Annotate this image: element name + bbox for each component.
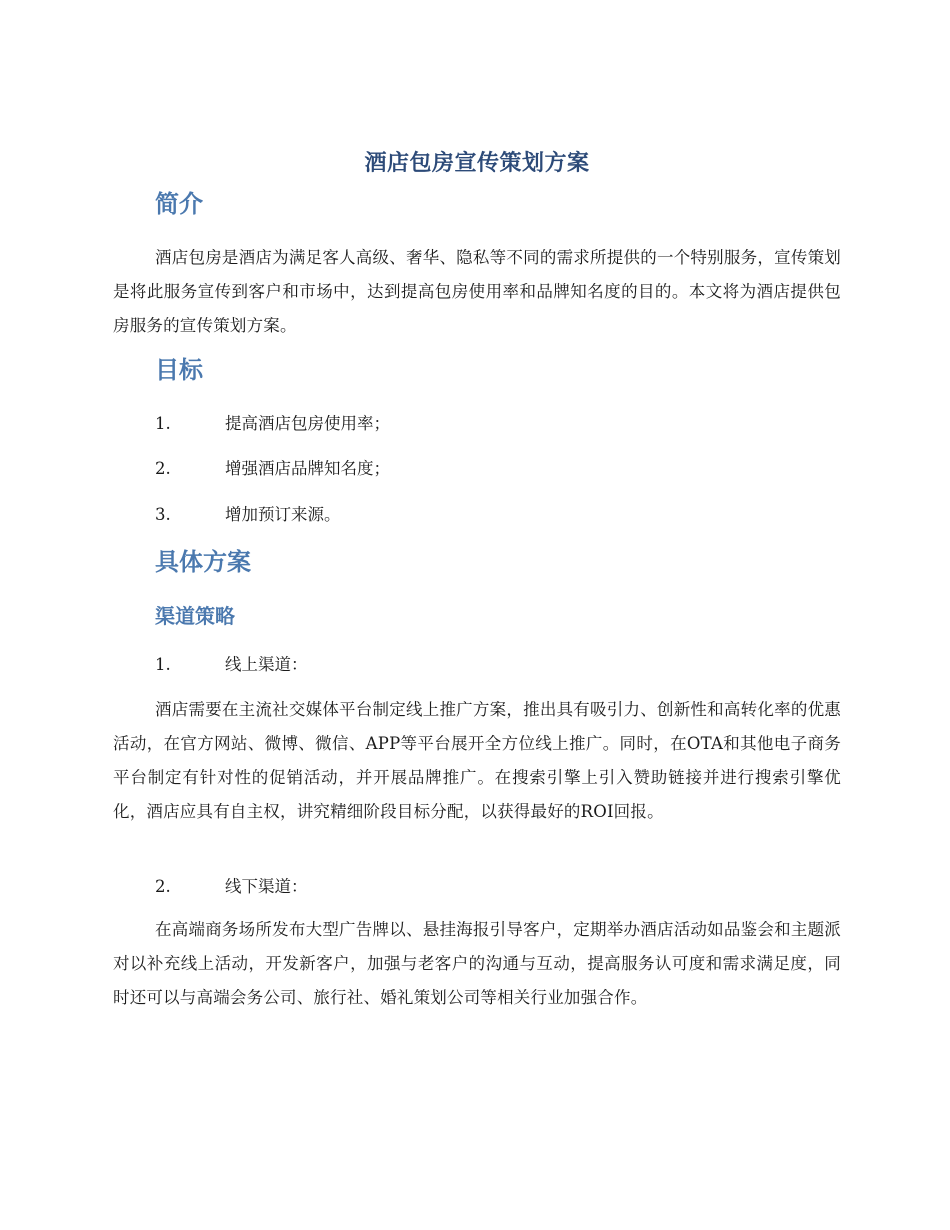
channel-online-item bbox=[155, 653, 308, 677]
goal-item-number: 3. bbox=[155, 505, 171, 524]
goal-item-text: 增强酒店品牌知名度； bbox=[225, 459, 390, 478]
subsection-heading-channel: 渠道策略 bbox=[155, 604, 235, 628]
offline-channel-paragraph: 在高端商务场所发布大型广告牌以、悬挂海报引导客户，定期举办酒店活动如品鉴会和主题派对以补充线上活动，开发新客户，加强与老客户的沟通与互动，提高服务认可度和需求满足度，同时还可以与高端会务公司、旅行社、婚礼策划公司等相关行业加强合作。 bbox=[113, 920, 841, 1007]
channel-item-number: 1. bbox=[155, 655, 171, 674]
channel-item-number: 2. bbox=[155, 877, 171, 896]
intro-paragraph: 酒店包房是酒店为满足客人高级、奢华、隐私等不同的需求所提供的一个特别服务，宣传策划是将此服务宣传到客户和市场中，达到提高包房使用率和品牌知名度的目的。本文将为酒店提供包房服务的宣传策划方案。 bbox=[113, 248, 841, 335]
goal-item-text: 增加预订来源。 bbox=[225, 505, 341, 524]
goal-list-item bbox=[155, 412, 390, 436]
channel-offline-item bbox=[155, 875, 308, 899]
goal-item-number: 2. bbox=[155, 459, 171, 478]
online-channel-paragraph: 酒店需要在主流社交媒体平台制定线上推广方案，推出具有吸引力、创新性和高转化率的优惠活动，在官方网站、微博、微信、APP等平台展开全方位线上推广。同时，在OTA和其他电子商务平台制定有针对性的促销活动，并开展品牌推广。在搜索引擎上引入赞助链接并进行搜索引擎优化，酒店应具有自主权，讲究精细阶段目标分配，以获得最好的ROI回报。 bbox=[113, 700, 841, 821]
goal-item-text: 提高酒店包房使用率； bbox=[225, 414, 390, 433]
channel-item-label: 线上渠道： bbox=[225, 655, 308, 674]
goal-list-item bbox=[155, 503, 341, 527]
goal-item-number: 1. bbox=[155, 414, 171, 433]
section-heading-plan: 具体方案 bbox=[155, 548, 251, 576]
channel-item-label: 线下渠道： bbox=[225, 877, 308, 896]
document-title: 酒店包房宣传策划方案 bbox=[364, 151, 590, 176]
goal-list-item bbox=[155, 457, 390, 481]
section-heading-goals: 目标 bbox=[155, 356, 203, 384]
section-heading-intro: 简介 bbox=[155, 190, 203, 218]
